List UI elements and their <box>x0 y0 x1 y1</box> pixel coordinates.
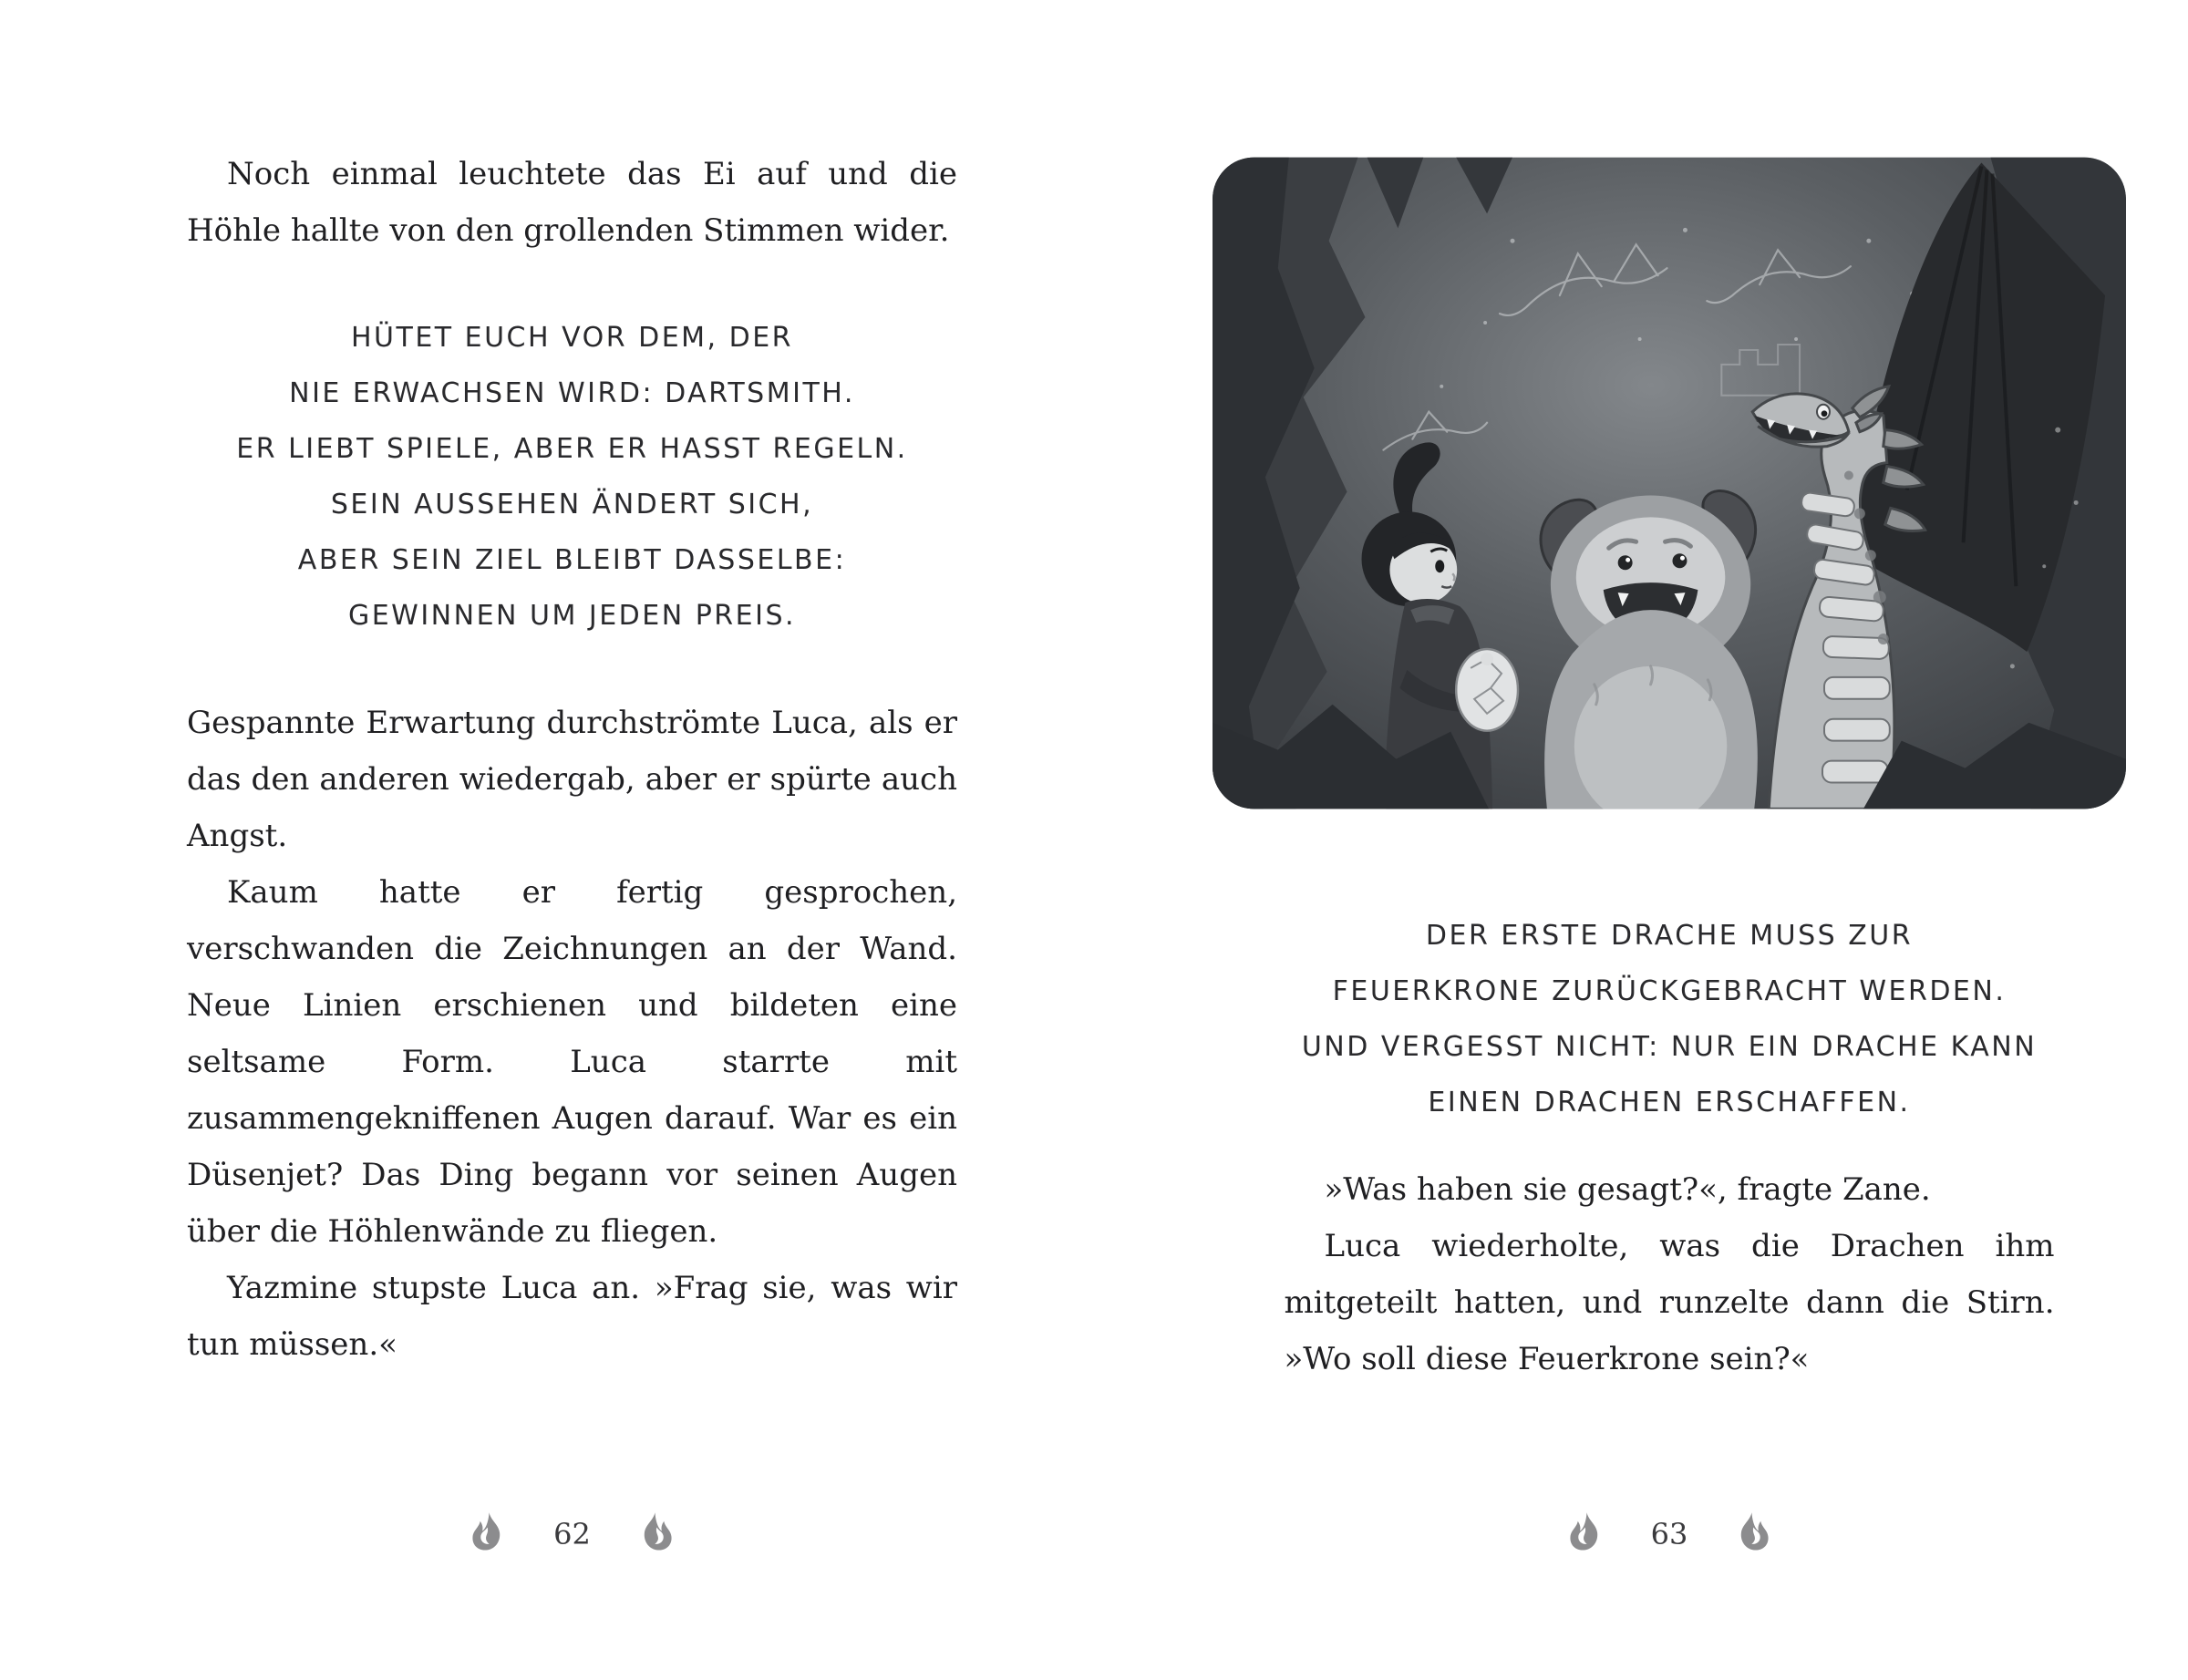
dragon-speech-verse <box>1213 908 2126 1130</box>
flame-icon <box>1567 1511 1602 1557</box>
verse-line: DER ERSTE DRACHE MUSS ZUR <box>1425 920 1914 952</box>
right-page-text <box>1285 1161 2055 1387</box>
flame-icon <box>1737 1511 1771 1557</box>
cave-illustration <box>1213 157 2126 809</box>
page-footer-right <box>1213 1511 2126 1557</box>
verse-line: ER LIEBT SPIELE, ABER ER HASST REGELN. <box>236 433 908 465</box>
paragraph: Luca wiederholte, was die Drachen ihm mitgeteilt hatten, und runzelte dann die Stirn. »Wo soll diese Feuerkrone sein?« <box>1284 1228 2055 1377</box>
page-right <box>1213 157 2126 1557</box>
verse-line: ABER SEIN ZIEL BLEIBT DASSELBE: <box>297 544 847 576</box>
verse-line: NIE ERWACHSEN WIRD: DARTSMITH. <box>289 377 855 409</box>
page-footer-left <box>187 1511 957 1557</box>
dragon-speech-verse <box>187 310 957 644</box>
paragraph: Yazmine stupste Luca an. »Frag sie, was wir tun müssen.« <box>187 1270 957 1363</box>
verse-line: EINEN DRACHEN ERSCHAFFEN. <box>1428 1087 1911 1118</box>
verse-line: UND VERGESST NICHT: NUR EIN DRACHE KANN <box>1301 1031 2038 1063</box>
page-left <box>187 146 957 1557</box>
page-number: 63 <box>1650 1517 1688 1551</box>
paragraph: Kaum hatte er fertig gesprochen, verschwanden die Zeichnungen an der Wand. Neue Linien erschienen und bildeten eine seltsame Form. Luca starrte mit zusammengekniffenen Augen darauf. War es ein Düsenjet? Das Ding begann vor seinen Augen über die Höhlenwände zu fliegen. <box>187 874 957 1250</box>
verse-line: HÜTET EUCH VOR DEM, DER <box>350 322 793 354</box>
flame-icon <box>640 1511 675 1557</box>
verse-line: GEWINNEN UM JEDEN PREIS. <box>347 600 797 632</box>
verse-line: FEUERKRONE ZURÜCKGEBRACHT WERDEN. <box>1332 975 2007 1007</box>
flame-icon <box>470 1511 504 1557</box>
verse-line: SEIN AUSSEHEN ÄNDERT SICH, <box>330 489 814 520</box>
paragraph: Gespannte Erwartung durchströmte Luca, als er das den anderen wiedergab, aber er spürte auch Angst. <box>187 705 957 854</box>
page-number: 62 <box>553 1517 591 1551</box>
paragraph: »Was haben sie gesagt?«, fragte Zane. <box>1324 1171 1931 1208</box>
paragraph: Noch einmal leuchtete das Ei auf und die Höhle hallte von den grollenden Stimmen wider. <box>187 156 957 249</box>
